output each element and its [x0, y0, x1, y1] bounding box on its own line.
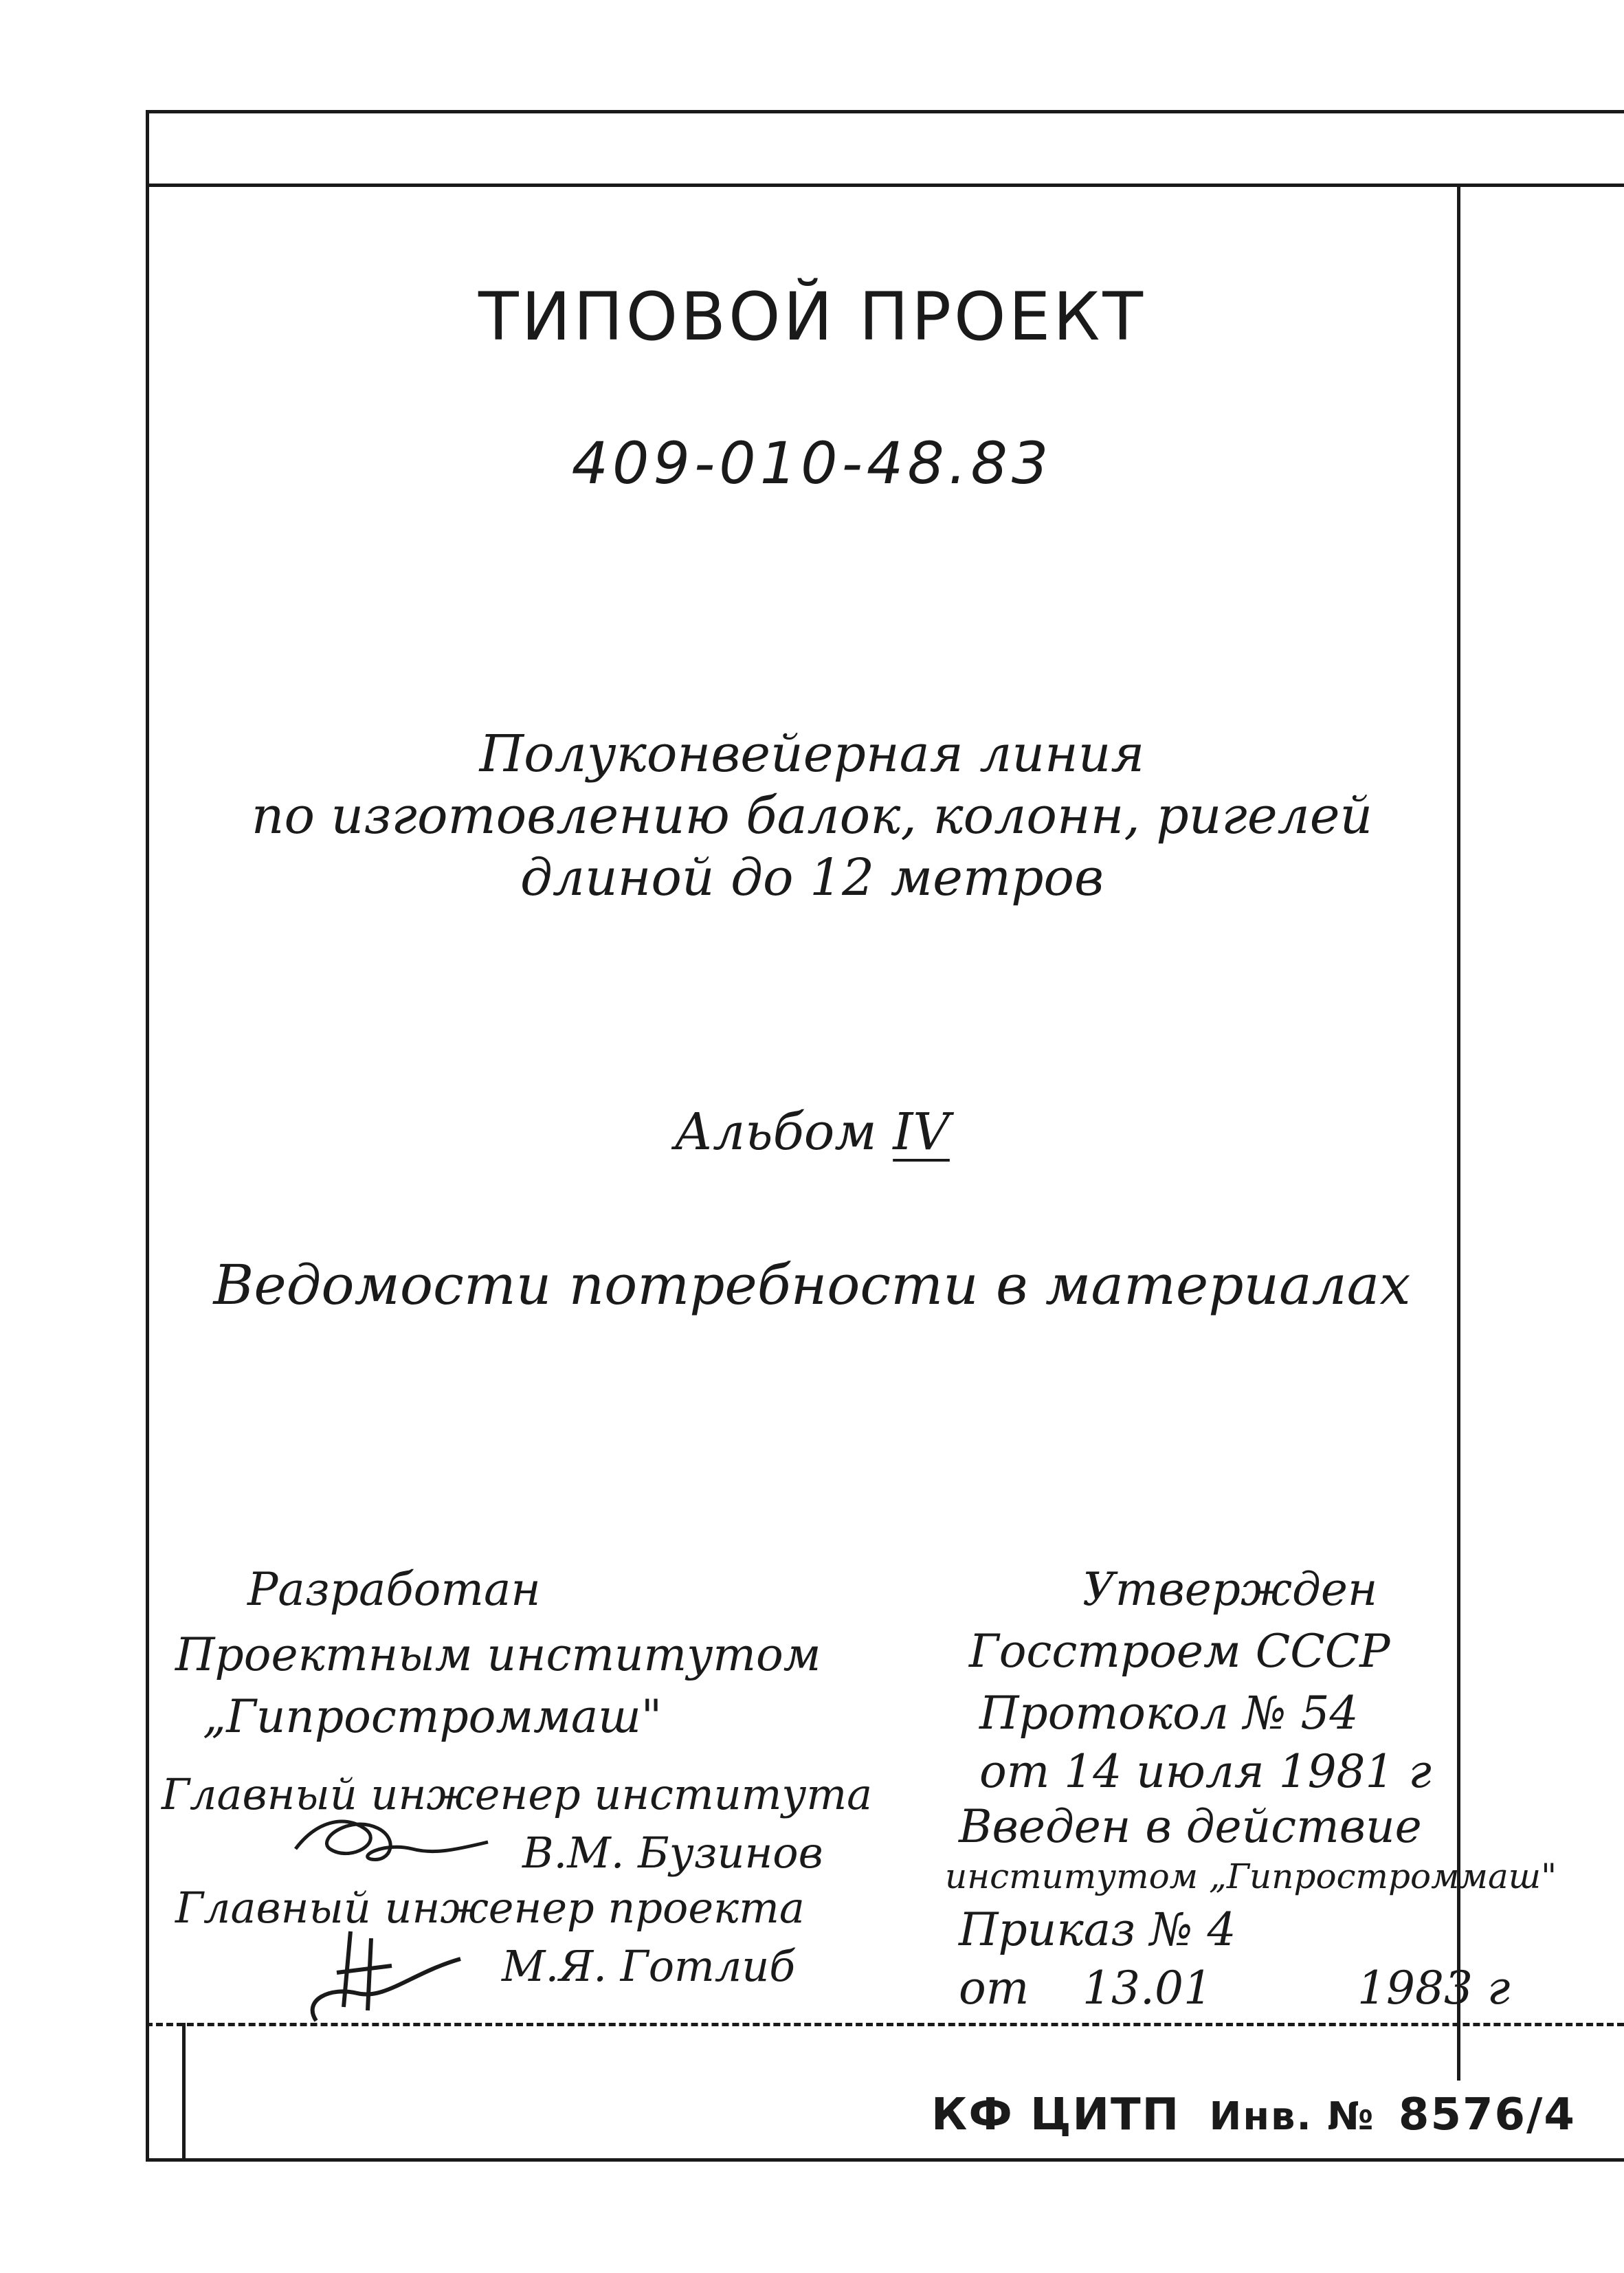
frame-bottom: [146, 2158, 1624, 2162]
signature-buzinov: [289, 1801, 495, 1883]
chief-engineer-institute-name: В.М. Бузинов: [522, 1828, 823, 1878]
album-label: [0, 1102, 1624, 1162]
document-title: ТИПОВОЙ ПРОЕКТ: [478, 278, 1146, 355]
project-code: 409-010-48.83: [571, 430, 1053, 497]
album-subject: Ведомости потребности в материалах: [213, 1253, 1411, 1317]
approved-order-date: 13.01: [1082, 1962, 1212, 2015]
developed-line-2: „Гипростроммаш": [203, 1690, 663, 1743]
approved-protocol: Протокол № 54: [979, 1687, 1359, 1740]
stamp-inv-label: Инв. №: [1209, 2094, 1375, 2139]
description-line-1: Полуконвейерная линия: [479, 724, 1145, 784]
description-line-2: по изготовлению балок, колонн, ригелей: [251, 786, 1373, 845]
stamp-divider: [182, 2023, 186, 2160]
developed-line-1: Проектным институтом: [175, 1628, 821, 1681]
approved-enacted-by: институтом „Гипростроммаш": [945, 1856, 1557, 1896]
approved-line-1: Госстроем СССР: [969, 1625, 1390, 1678]
approved-enacted: Введен в действие: [959, 1800, 1422, 1853]
description-line-3: длиной до 12 метров: [520, 848, 1104, 907]
developed-heading: Разработан: [247, 1563, 541, 1616]
chief-engineer-institute-title: Главный инженер института: [162, 1769, 873, 1819]
approved-protocol-date: от 14 июля 1981 г: [979, 1745, 1432, 1798]
stamp-inv-number: 8576/4: [1398, 2089, 1576, 2140]
approved-order: Приказ № 4: [959, 1903, 1236, 1956]
frame-top-inner: [146, 184, 1624, 187]
signature-gotlib: [289, 1918, 467, 2034]
chief-engineer-project-title: Главный инженер проекта: [175, 1883, 805, 1933]
approved-order-date-prefix: от: [959, 1962, 1030, 2015]
album-number: IV: [893, 1102, 950, 1162]
stamp-org: КФ ЦИТП: [931, 2089, 1181, 2140]
chief-engineer-project-name: М.Я. Готлиб: [502, 1941, 796, 1991]
approved-order-year: 1983 г: [1357, 1962, 1511, 2015]
archive-stamp: [931, 2089, 1576, 2140]
approved-heading: Утвержден: [1082, 1563, 1378, 1616]
album-word: Альбом: [674, 1102, 877, 1162]
frame-top-outer: [146, 110, 1624, 113]
